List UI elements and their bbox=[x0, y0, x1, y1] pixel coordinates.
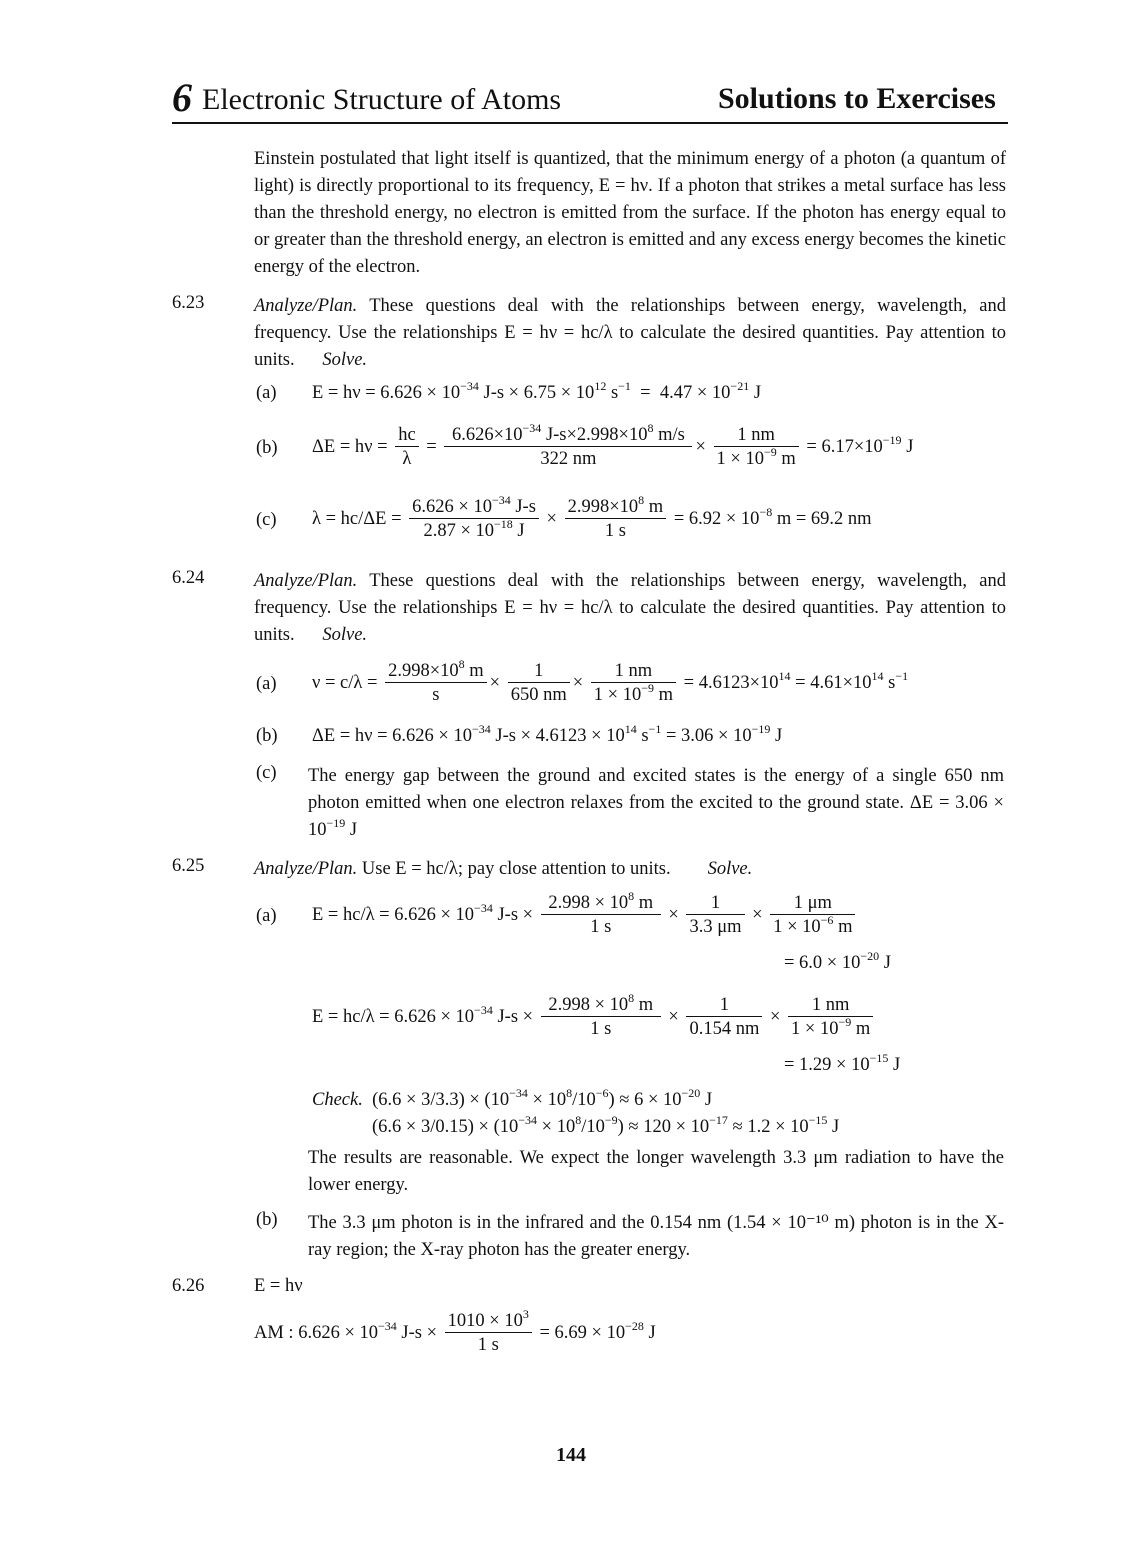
problem-6-25-conclusion: The results are reasonable. We expect the longer wavelength 3.3 μm radiation to have the lower energy. bbox=[308, 1148, 1004, 1195]
part-label-c: (c) bbox=[256, 763, 277, 783]
solve-label: Solve. bbox=[322, 625, 368, 645]
problem-6-24c-sentence: The energy gap between the ground and excited states is the energy of a single 650 nm photon emitted when one electron relaxes from the excited to the ground state. bbox=[308, 766, 1004, 813]
chapter-number: 6 bbox=[172, 75, 192, 120]
problem-6-23-plan bbox=[254, 293, 1006, 374]
chapter-heading bbox=[172, 74, 561, 121]
check-line-1: Check. $(6.6 \times 3/3.3) \times (10^{-34} \times 10^8/10^{-6}) \approx 6 \times 10^{-20}$ J bbox=[312, 1086, 713, 1110]
part-label-a: (a) bbox=[256, 674, 277, 694]
page-number: 144 bbox=[556, 1444, 586, 1466]
problem-6-23-plan-text: These questions deal with the relationships between energy, wavelength, and frequency. Use the relationships E = hν = hc/λ to calculate the desired quantities. Pay attention to units. bbox=[254, 296, 1006, 370]
part-label-a: (a) bbox=[256, 906, 277, 926]
equation-6-23b: ΔE = hν = $\frac{hc}{\lambda}$ = $\frac{6.626\times 10^{-34} J-s\times 2.998\times 10^8 m/s}{322 nm}$ × $\frac{1 nm}{1 \times 10^{-9} m}$ = $6.17\times 10^{-19}$ J bbox=[312, 421, 914, 469]
equation-6-23c: λ = hc/ΔE = $\frac{6.626 \times 10^{-34} J-s}{2.87 \times 10^{-18} J}$ × $\frac{2.998\times 10^8 m}{1 s}$ = $6.92 \times 10^{-8}$ m = 69.2 nm bbox=[312, 493, 872, 541]
part-label-b: (b) bbox=[256, 1210, 278, 1230]
solve-label: Solve. bbox=[707, 859, 753, 879]
equation-6-24b: $\Delta E = h\nu = 6.626 \times 10^{-34}$ $J-s \times 4.6123 \times 10^{14}$ $s^{-1} = 3.06 \times 10^{-19}$ J bbox=[312, 722, 783, 746]
equation-6-25a-2-result: = $1.29 \times 10^{-15}$ J bbox=[784, 1051, 901, 1075]
part-label-b: (b) bbox=[256, 438, 278, 458]
problem-6-24c-text: The energy gap between the ground and excited states is the energy of a single 650 nm photon emitted when one electron relaxes from the excited to the ground state. $\Delta E = 3.06 \times 10^{-19}$ J bbox=[308, 766, 1004, 840]
section-title: Solutions to Exercises bbox=[718, 82, 996, 115]
part-label-c: (c) bbox=[256, 510, 277, 530]
problem-6-25b-text: The 3.3 μm photon is in the infrared and the 0.154 nm (1.54 × 10⁻¹⁰ m) photon is in the X-ray region; the X-ray photon has the greater energy. bbox=[308, 1213, 1004, 1260]
check-line-2: $(6.6 \times 3/0.15) \times (10^{-34} \times 10^8/10^{-9}) \approx 120 \times 10^{-17} \approx 1.2 \times 10^{-15}$ J bbox=[372, 1113, 840, 1137]
equation-6-26-am: AM : $6.626 \times 10^{-34}$ J-s × $\frac{1010 \times 10^3}{1 s}$ = $6.69 \times 10^{-28}$ J bbox=[254, 1307, 656, 1355]
analyze-plan-label: Analyze/Plan. bbox=[254, 859, 358, 879]
problem-6-24-plan-text: These questions deal with the relationships between energy, wavelength, and frequency. Use the relationships E = hν = hc/λ to calculate the desired quantities. Pay attention to units. bbox=[254, 571, 1006, 645]
intro-paragraph: Einstein postulated that light itself is quantized, that the minimum energy of a photon (a quantum of light) is directly proportional to its frequency, E = hν. If a photon that strikes a metal surface has less than the threshold energy, no electron is emitted from the surface. If the photon has energy equal to or greater than the threshold energy, an electron is emitted and any excess energy becomes the kinetic energy of the electron. bbox=[254, 149, 1006, 277]
analyze-plan-label: Analyze/Plan. bbox=[254, 296, 358, 316]
problem-number-6-24: 6.24 bbox=[172, 568, 205, 588]
solve-label: Solve. bbox=[322, 350, 368, 370]
problem-6-25-plan bbox=[254, 856, 1006, 883]
problem-number-6-26: 6.26 bbox=[172, 1276, 205, 1296]
problem-number-6-23: 6.23 bbox=[172, 293, 205, 313]
problem-number-6-25: 6.25 bbox=[172, 856, 205, 876]
part-label-b: (b) bbox=[256, 726, 278, 746]
equation-6-26: E = hν bbox=[254, 1276, 303, 1296]
equation-6-25a-1-result: = $6.0 \times 10^{-20}$ J bbox=[784, 949, 891, 973]
part-label-a: (a) bbox=[256, 383, 277, 403]
check-label: Check. bbox=[312, 1090, 363, 1110]
equation-6-24a: ν = c/λ = $\frac{2.998\times 10^8 m}{s}$ × $\frac{1}{650 nm}$ × $\frac{1 nm}{1 \times 10^{-9} m}$ = $4.6123\times 10^{14} = 4.61\times 10^{14}$ $s^{-1}$ bbox=[312, 657, 909, 705]
problem-6-24-plan bbox=[254, 568, 1006, 649]
problem-6-25-plan-text: Use E = hc/λ; pay close attention to units. bbox=[361, 859, 671, 879]
equation-6-25a-2: $E = hc/\lambda = 6.626 \times 10^{-34}$ J-s × $\frac{2.998 \times 10^8 m}{1 s}$ × $\frac{1}{0.154 nm}$ × $\frac{1 nm}{1 \times 10^{-9} m}$ bbox=[312, 994, 876, 1041]
chapter-title: Electronic Structure of Atoms bbox=[202, 83, 562, 116]
analyze-plan-label: Analyze/Plan. bbox=[254, 571, 358, 591]
header-rule bbox=[172, 122, 1008, 124]
equation-6-23a: $E = h\nu = 6.626 \times 10^{-34}$ $J-s \times 6.75 \times 10^{12}$ $s^{-1} = 4.47 \times 10^{-21}$ J bbox=[312, 379, 762, 403]
equation-6-25a-1: $E = hc/\lambda = 6.626 \times 10^{-34}$ J-s × $\frac{2.998 \times 10^8 m}{1 s}$ × $\frac{1}{3.3 \mu m}$ × $\frac{1 \mu m}{1 \times 10^{-6} m}$ bbox=[312, 892, 858, 939]
